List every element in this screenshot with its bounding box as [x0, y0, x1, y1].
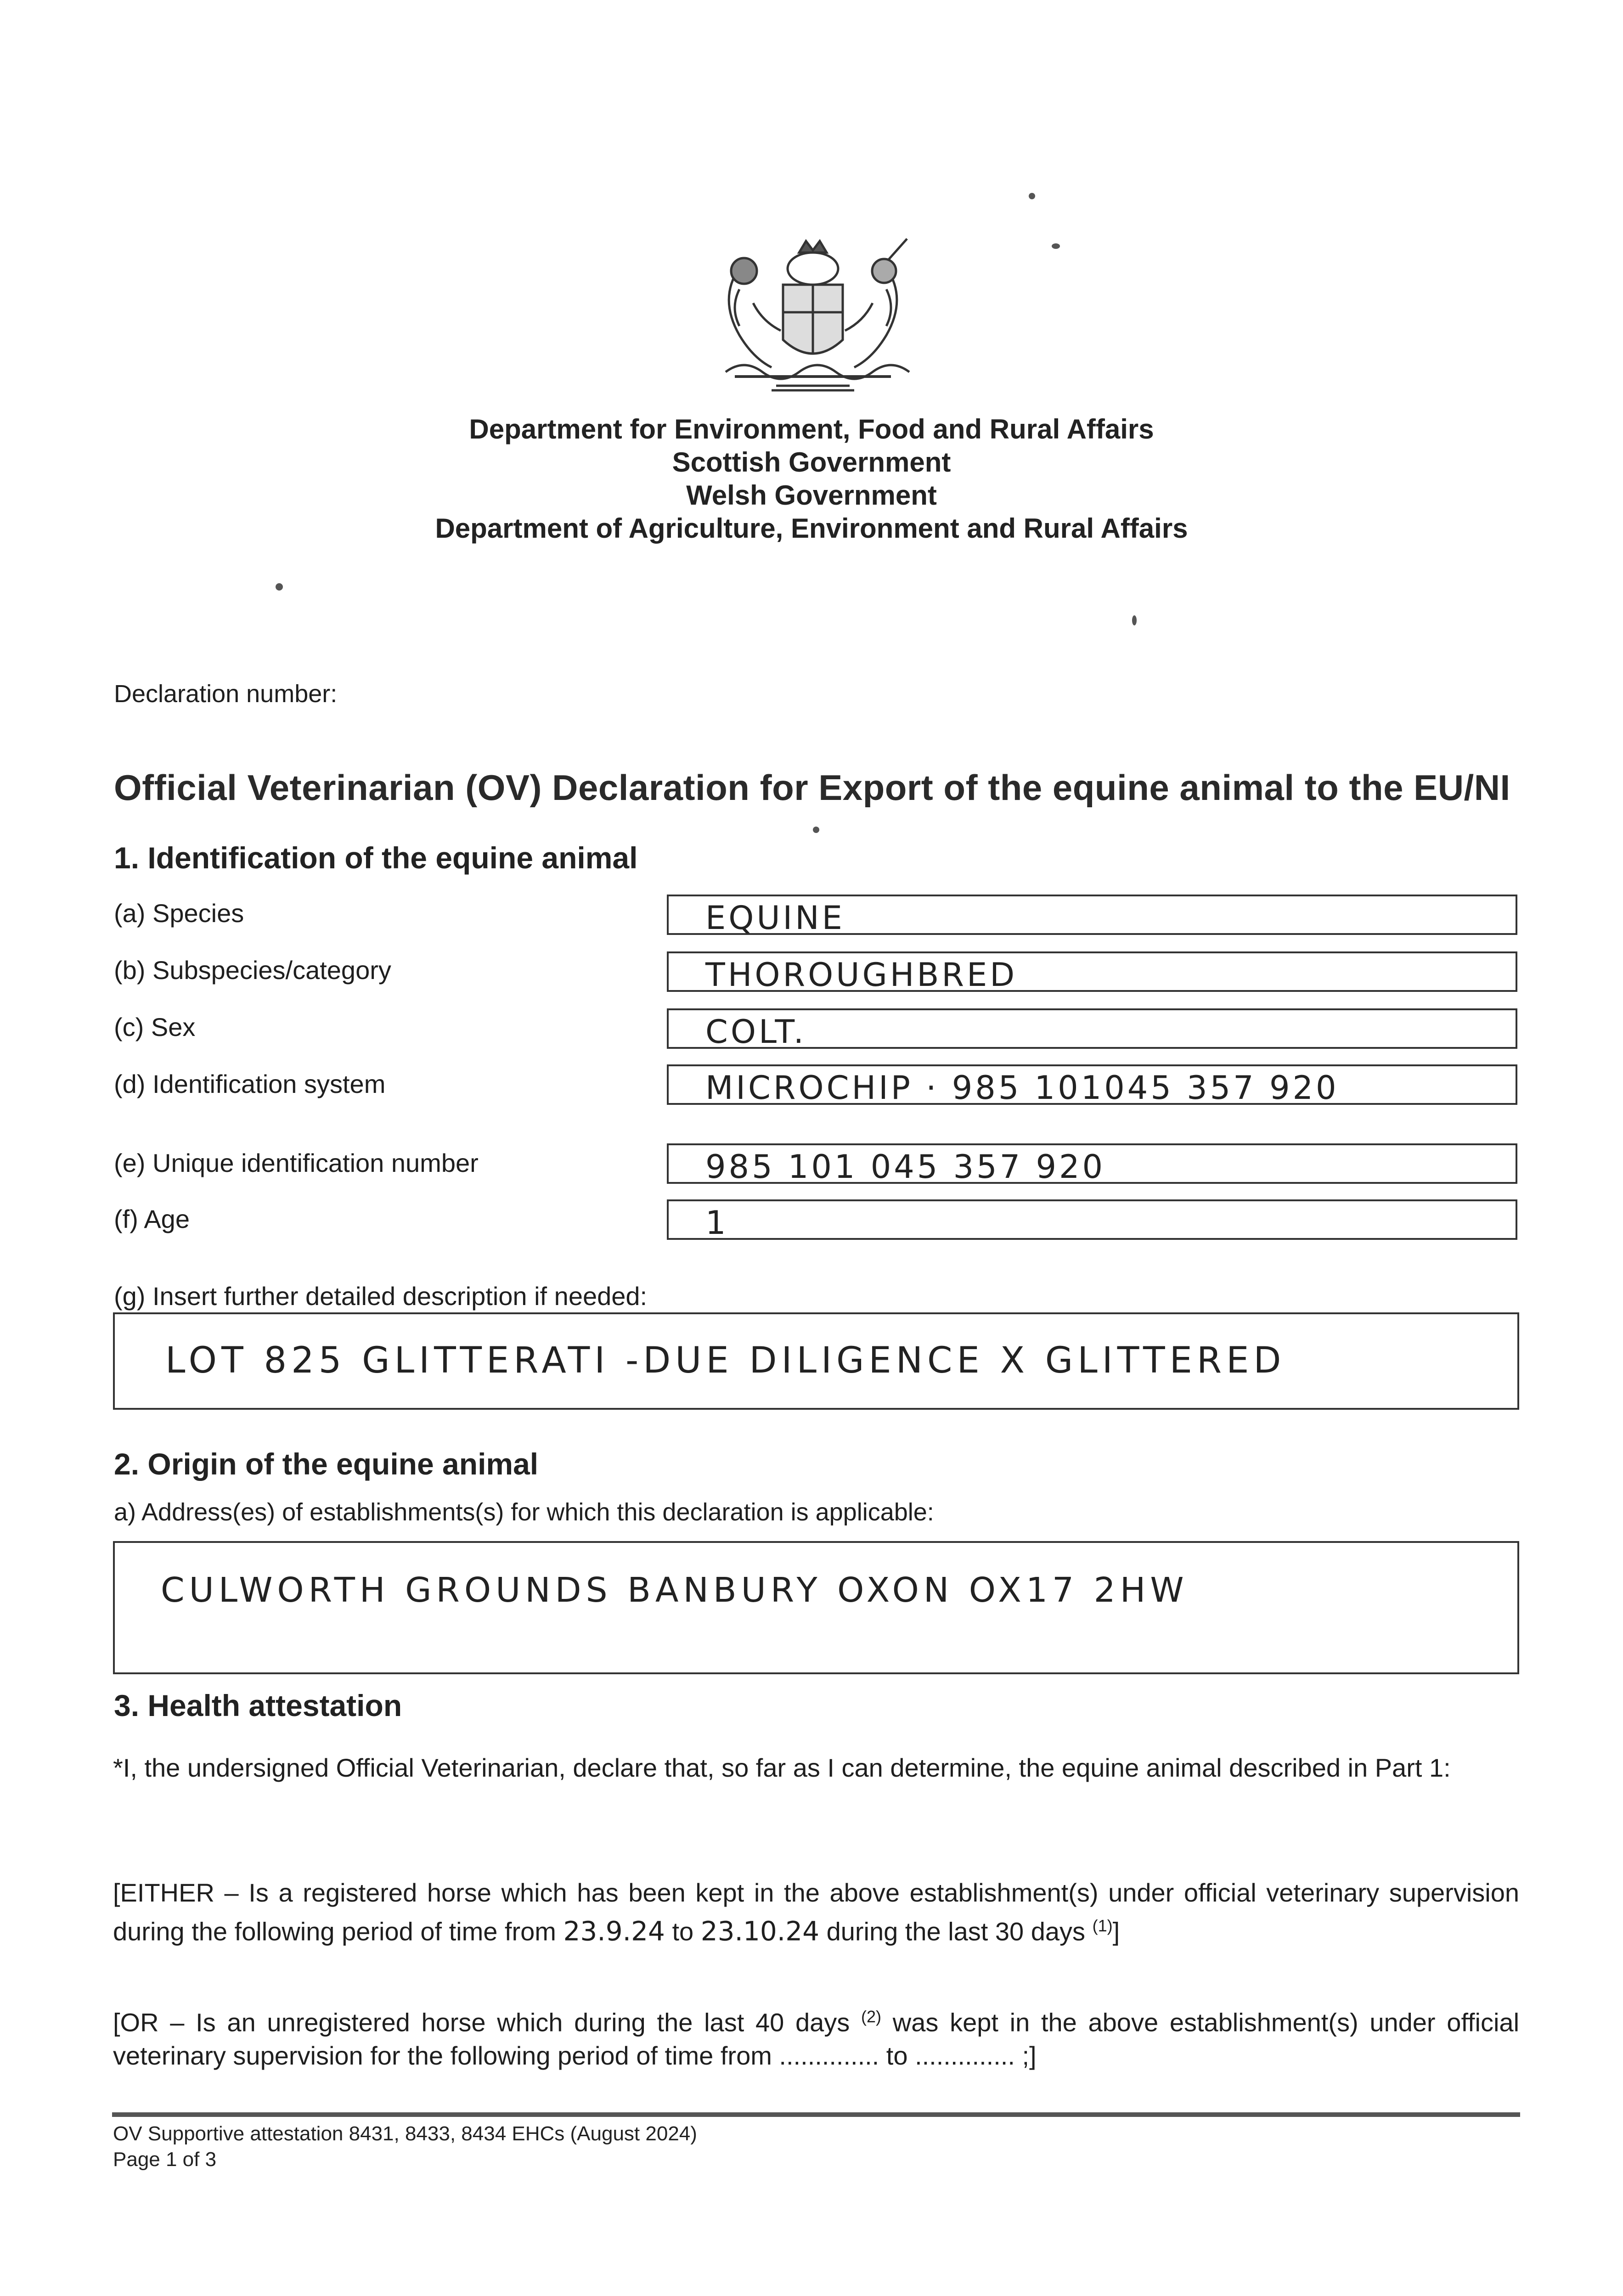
speckle [1052, 243, 1060, 249]
either-to-word: to [672, 1917, 694, 1946]
address-value: CULWORTH GROUNDS BANBURY OXON OX17 2HW [161, 1570, 1189, 1610]
species-value: EQUINE [705, 899, 845, 937]
field-label-species: (a) Species [114, 899, 244, 928]
field-label-unique-id: (e) Unique identification number [114, 1148, 479, 1177]
footnote-marker: (1) [1092, 1916, 1113, 1935]
subspecies-value: THOROUGHBRED [705, 956, 1018, 994]
section-heading: 3. Health attestation [114, 1688, 402, 1722]
address-field[interactable] [113, 1541, 1519, 1674]
address-label: a) Address(es) of establishments(s) for which this declaration is applicable: [114, 1498, 934, 1526]
either-to-date: 23.10.24 [700, 1915, 819, 1947]
speckle [1029, 193, 1035, 199]
or-clause [113, 2000, 1519, 2072]
either-clause-text: [EITHER – Is a registered horse which has been kept in the above establishment(s) under official veterinary supervision during the following period of time from [113, 1878, 1519, 1946]
identification-system-value: MICROCHIP · 985 101045 357 920 [705, 1069, 1339, 1107]
field-label-sex: (c) Sex [114, 1013, 196, 1041]
unique-id-value: 985 101 045 357 920 [705, 1148, 1106, 1186]
speckle [276, 583, 283, 591]
description-value: LOT 825 GLITTERATI -DUE DILIGENCE X GLITTERED [165, 1340, 1286, 1381]
footer-page-number: Page 1 of 3 [113, 2148, 217, 2171]
footer-divider [112, 2112, 1520, 2117]
age-field[interactable] [667, 1199, 1517, 1240]
speckle [813, 827, 819, 833]
section-heading: 1. Identification of the equine animal [114, 841, 638, 875]
section-heading: 2. Origin of the equine animal [114, 1447, 539, 1481]
field-label-subspecies: (b) Subspecies/category [114, 956, 391, 985]
department-name: Department for Environment, Food and Rural Affairs [469, 414, 1154, 445]
description-field[interactable] [113, 1312, 1519, 1410]
or-clause-rest: was kept in the above establishment(s) under official veterinary supervision for the following period of time from .............. to .............. ;] [113, 2008, 1520, 2070]
identification-system-field[interactable] [667, 1064, 1517, 1105]
either-clause-end: during the last 30 days [826, 1917, 1086, 1946]
footnote-marker: (2) [861, 2007, 882, 2026]
species-field[interactable] [667, 895, 1517, 935]
declaration-number-label: Declaration number: [114, 680, 338, 708]
department-name: Department of Agriculture, Environment and Rural Affairs [435, 513, 1188, 544]
either-clause [113, 1876, 1519, 1948]
sex-value: COLT. [705, 1013, 807, 1051]
page-title: Official Veterinarian (OV) Declaration for Export of the equine animal to the EU/NI [114, 767, 1510, 808]
department-name: Welsh Government [686, 480, 937, 511]
speckle [1132, 615, 1137, 625]
field-label-description: (g) Insert further detailed description if needed: [114, 1282, 648, 1311]
or-clause-text: [OR – Is an unregistered horse which during the last 40 days [113, 2008, 850, 2037]
field-label-age: (f) Age [114, 1204, 190, 1233]
royal-coat-of-arms [707, 234, 919, 409]
either-from-date: 23.9.24 [563, 1915, 665, 1947]
age-value: 1 [705, 1204, 729, 1242]
health-attestation-intro: *I, the undersigned Official Veterinarian, declare that, so far as I can determine, the equine animal described in Part 1: [113, 1753, 1451, 1782]
unique-id-field[interactable] [667, 1143, 1517, 1184]
subspecies-field[interactable] [667, 951, 1517, 992]
footer-document-ref: OV Supportive attestation 8431, 8433, 8434 EHCs (August 2024) [113, 2122, 697, 2145]
either-close-bracket: ] [1112, 1917, 1120, 1946]
field-label-identification-system: (d) Identification system [114, 1069, 386, 1098]
department-name: Scottish Government [672, 447, 951, 478]
sex-field[interactable] [667, 1008, 1517, 1049]
